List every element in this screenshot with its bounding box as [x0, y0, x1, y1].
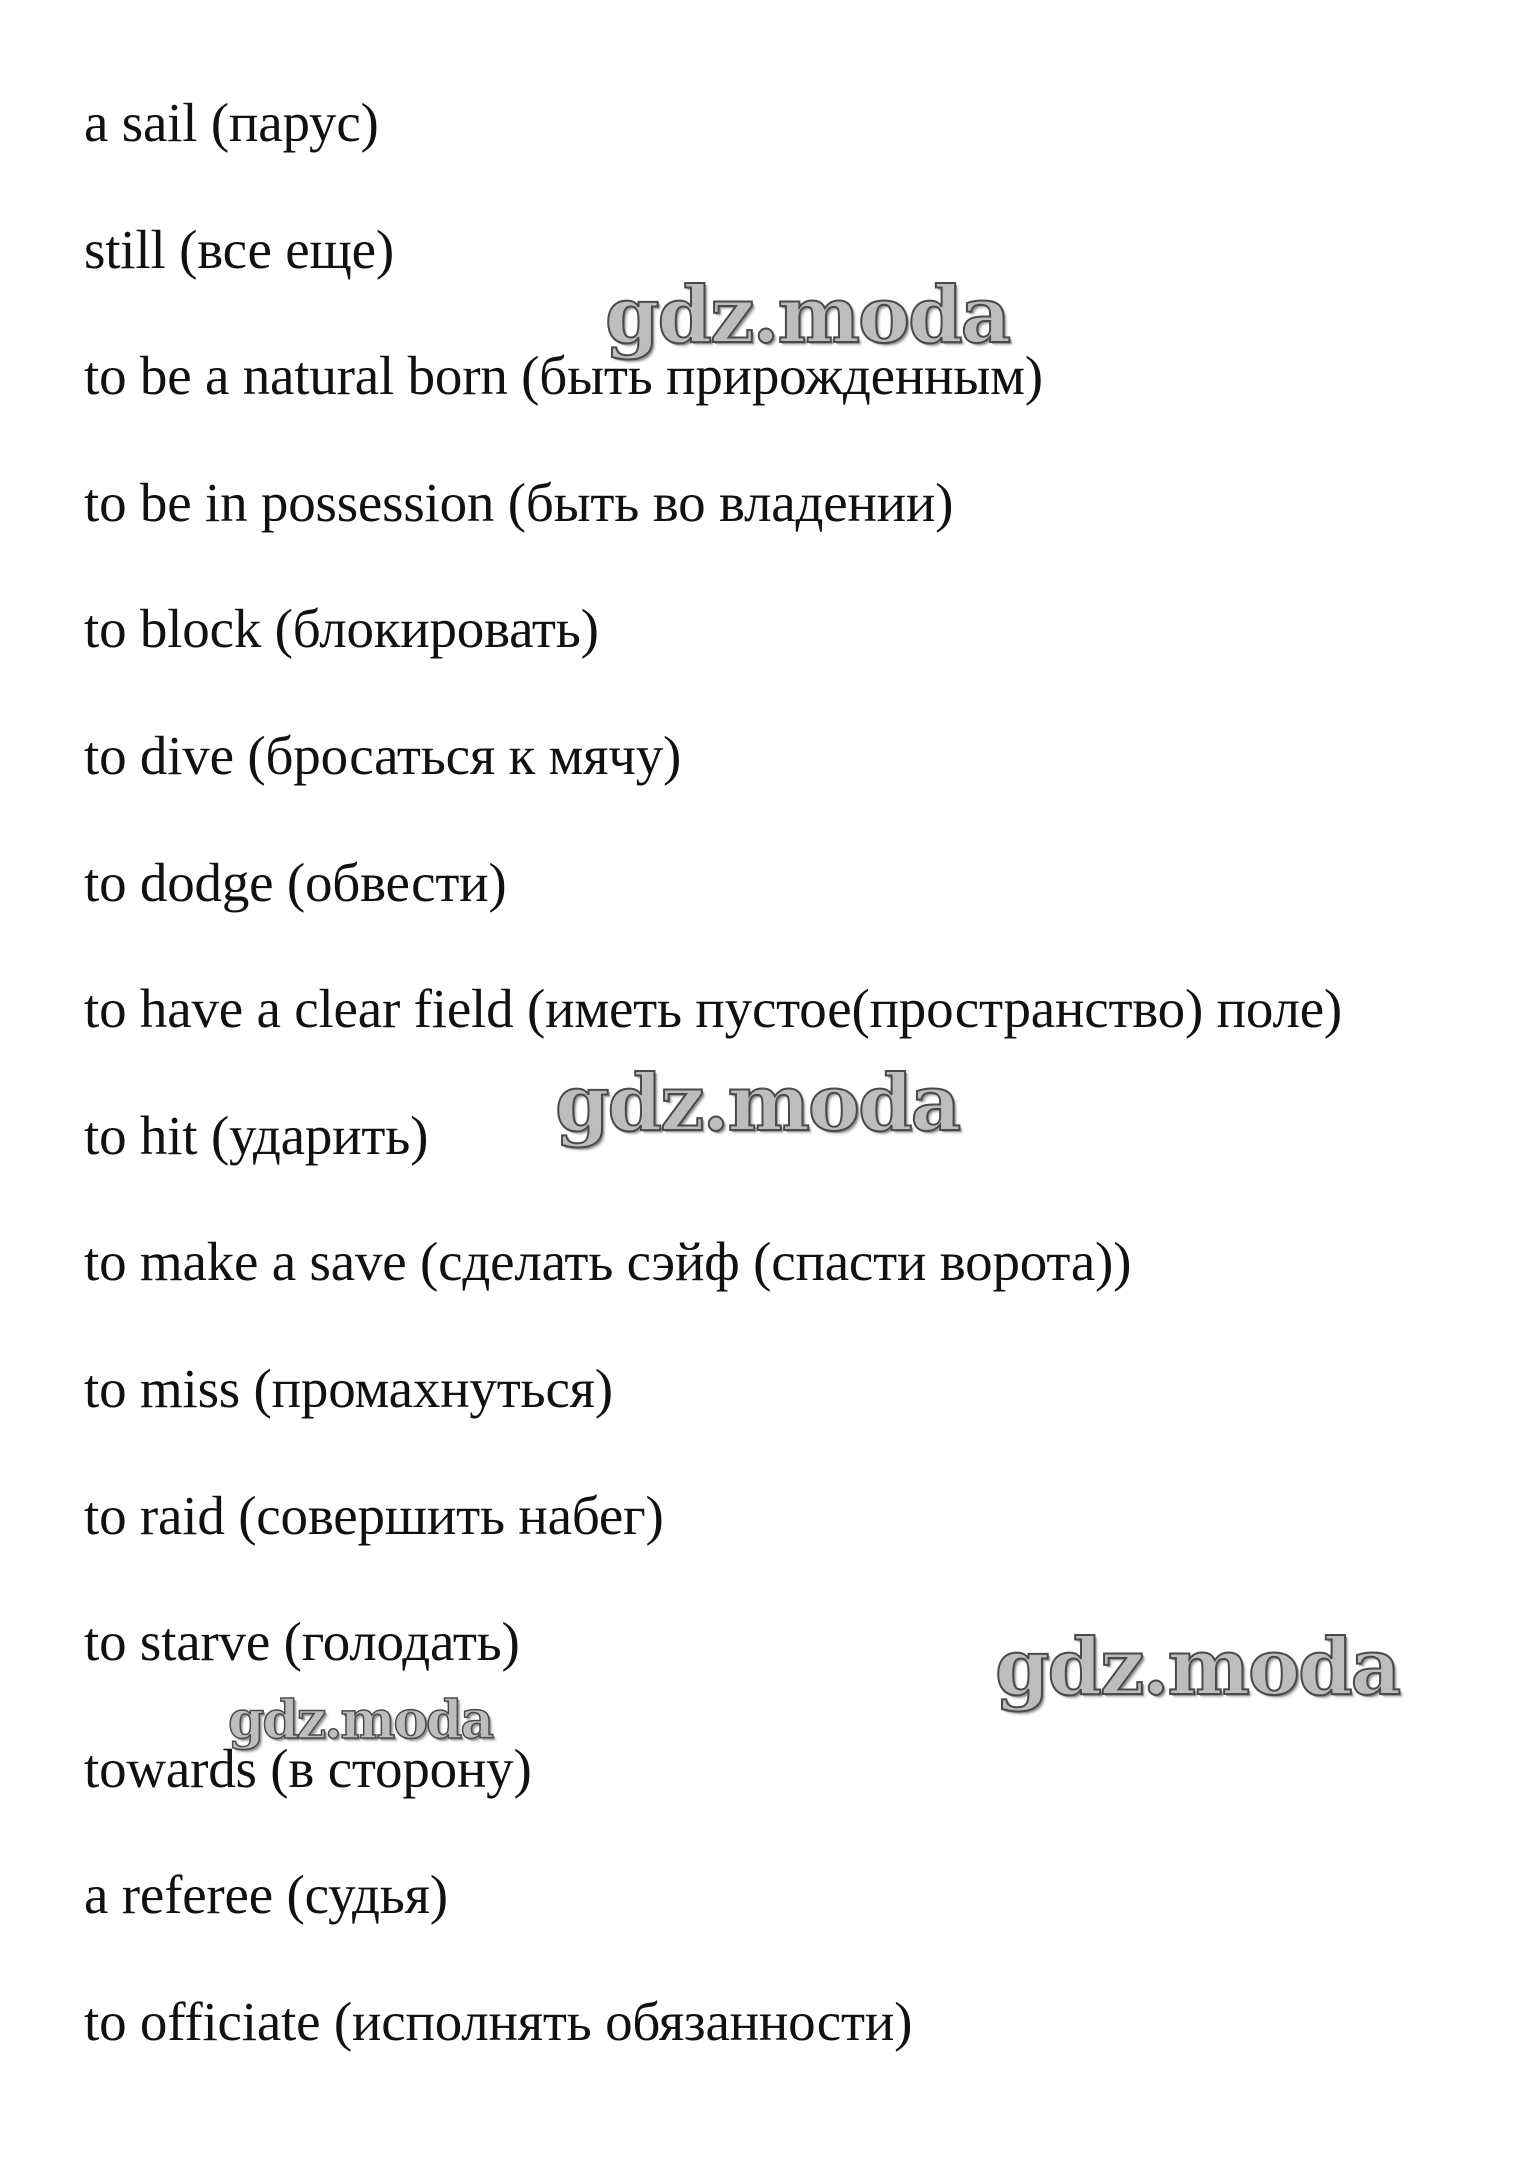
vocab-item: to have a clear field (иметь пустое(пространство) поле) [84, 978, 1343, 1040]
vocab-item: towards (в сторону) [84, 1737, 532, 1799]
watermark: gdz.moda [605, 270, 1010, 361]
vocab-item: to dodge (обвести) [84, 851, 507, 913]
vocab-item: to miss (промахнуться) [84, 1357, 613, 1419]
watermark: gdz.moda [555, 1058, 960, 1149]
vocab-item: to be in possession (быть во владении) [84, 471, 954, 533]
watermark: gdz.moda [995, 1622, 1400, 1713]
vocab-item: still (все еще) [84, 218, 394, 280]
vocab-item: to dive (бросаться к мячу) [84, 724, 682, 786]
vocab-item: to be a natural born (быть прирожденным) [84, 345, 1043, 407]
vocab-item: to hit (ударить) [84, 1104, 429, 1166]
vocab-item: to raid (совершить набег) [84, 1484, 664, 1546]
vocab-item: to starve (голодать) [84, 1611, 520, 1673]
vocab-item: to block (блокировать) [84, 598, 599, 660]
watermark: gdz.moda [228, 1690, 493, 1751]
vocab-item: a sail (парус) [84, 92, 379, 153]
vocabulary-list [84, 92, 1343, 2121]
vocab-item: a referee (судья) [84, 1864, 448, 1926]
vocab-item: to officiate (исполнять обязанности) [84, 1990, 913, 2052]
vocab-item: to make a save (сделать сэйф (спасти ворота)) [84, 1231, 1132, 1293]
